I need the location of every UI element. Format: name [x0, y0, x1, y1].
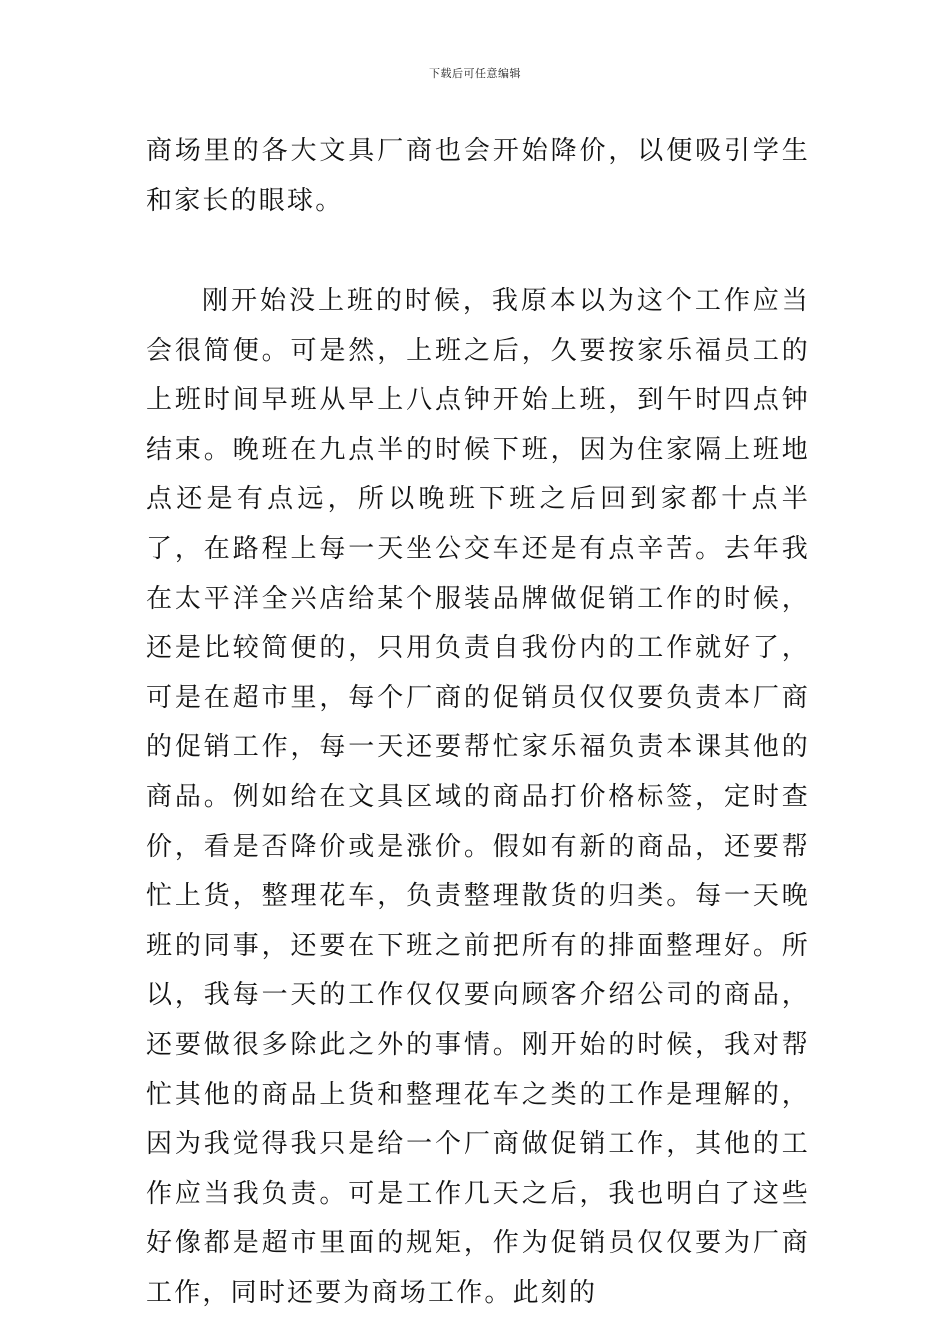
paragraph-2: 刚开始没上班的时候，我原本以为这个工作应当会很简便。可是然，上班之后，久要按家乐福员工的上班时间早班从早上八点钟开始上班，到午时四点钟结束。晚班在九点半的时候下班，因为住家隔上班地点还是有点远，所以晚班下班之后回到家都十点半了，在路程上每一天坐公交车还是有点辛苦。去年我在太平洋全兴店给某个服装品牌做促销工作的时候，还是比较简便的，只用负责自我份内的工作就好了，可是在超市里，每个厂商的促销员仅仅要负责本厂商的促销工作，每一天还要帮忙家乐福负责本课其他的商品。例如给在文具区域的商品打价格标签，定时查价，看是否降价或是涨价。假如有新的商品，还要帮忙上货，整理花车，负责整理散货的归类。每一天晚班的同事，还要在下班之前把所有的排面整理好。所以，我每一天的工作仅仅要向顾客介绍公司的商品，还要做很多除此之外的事情。刚开始的时候，我对帮忙其他的商品上货和整理花车之类的工作是理解的，因为我觉得我只是给一个厂商做促销工作，其他的工作应当我负责。可是工作几天之后，我也明白了这些好像都是超市里面的规矩，作为促销员仅仅要为厂商工作，同时还要为商场工作。此刻的: [146, 286, 810, 1308]
header-note: 下载后可任意编辑: [429, 67, 521, 80]
paragraph-1: 商场里的各大文具厂商也会开始降价，以便吸引学生和家长的眼球。: [146, 136, 810, 216]
